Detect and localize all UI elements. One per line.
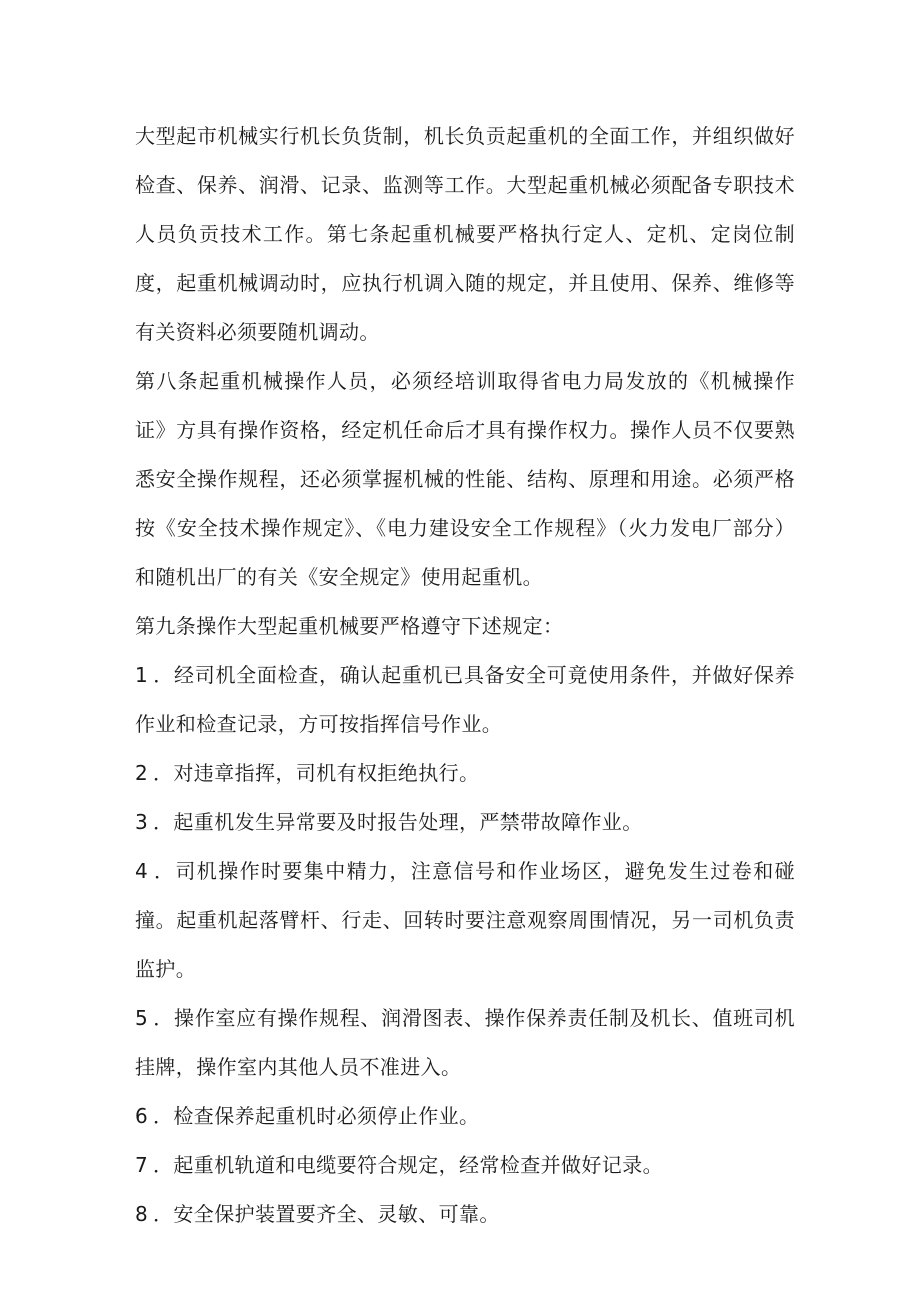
list-item bbox=[135, 1141, 795, 1190]
item-text: ．对违章指挥，司机有权拒绝执行。 bbox=[153, 761, 480, 785]
paragraph-crane-responsibility: 大型起市机械实行机长负货制，机长负贡起重机的全面工作，并组织做好检查、保养、润滑、记录、监测等工作。大型起重机械必须配备专职技术人员负贡技术工作。第七条起重机械要严格执行定人、定机、定岗位制度，起重机械调动时，应执行机调入随的规定，并且使用、保养、维修等有关资料必须要随机调动。 bbox=[135, 124, 795, 344]
item-text: ．检查保养起重机时必须停止作业。 bbox=[153, 1104, 480, 1128]
list-item bbox=[135, 1190, 795, 1239]
item-number: 2 bbox=[135, 761, 149, 785]
item-text: ．起重机发生异常要及时报告处理，严禁带故障作业。 bbox=[153, 810, 643, 834]
item-number: 3 bbox=[135, 810, 149, 834]
item-number: 6 bbox=[135, 1104, 149, 1128]
list-item bbox=[135, 847, 795, 994]
item-number: 5 bbox=[135, 1006, 149, 1030]
item-number: 8 bbox=[135, 1202, 149, 1226]
list-item bbox=[135, 798, 795, 847]
item-text: ．起重机轨道和电缆要符合规定，经常检查并做好记录。 bbox=[153, 1153, 663, 1177]
item-text: ．安全保护装置要齐全、灵敏、可靠。 bbox=[153, 1202, 500, 1226]
list-item bbox=[135, 651, 795, 749]
paragraph-article-8: 第八条起重机械操作人员，必须经培训取得省电力局发放的《机械操作证》方具有操作资格，经定机任命后才具有操作权力。操作人员不仅要熟悉安全操作规程，还必须掌握机械的性能、结构、原理和用途。必须严格按《安全技术操作规定》、《电力建设安全工作规程》（火力发电厂部分）和随机出厂的有关《安全规定》使用起重机。 bbox=[135, 369, 795, 589]
item-text: ．经司机全面检查，确认起重机已具备安全可竟使用条件，并做好保养作业和检查记录，方可按指挥信号作业。 bbox=[135, 663, 795, 736]
list-item bbox=[135, 749, 795, 798]
item-text: ．操作室应有操作规程、润滑图表、操作保养责任制及机长、值班司机挂牌，操作室内其他人员不准进入。 bbox=[135, 1006, 795, 1079]
list-item bbox=[135, 994, 795, 1092]
list-item bbox=[135, 1092, 795, 1141]
item-number: 1 bbox=[135, 663, 149, 687]
item-number: 7 bbox=[135, 1153, 149, 1177]
document-page bbox=[135, 112, 795, 1239]
item-number: 4 bbox=[135, 859, 149, 883]
paragraph-article-9: 第九条操作大型起重机械要严格遵守下述规定： bbox=[135, 614, 564, 638]
item-text: ．司机操作时要集中精力，注意信号和作业场区，避免发生过卷和碰撞。起重机起落臂杆、行走、回转时要注意观察周围情况，另一司机负责监护。 bbox=[135, 859, 795, 981]
